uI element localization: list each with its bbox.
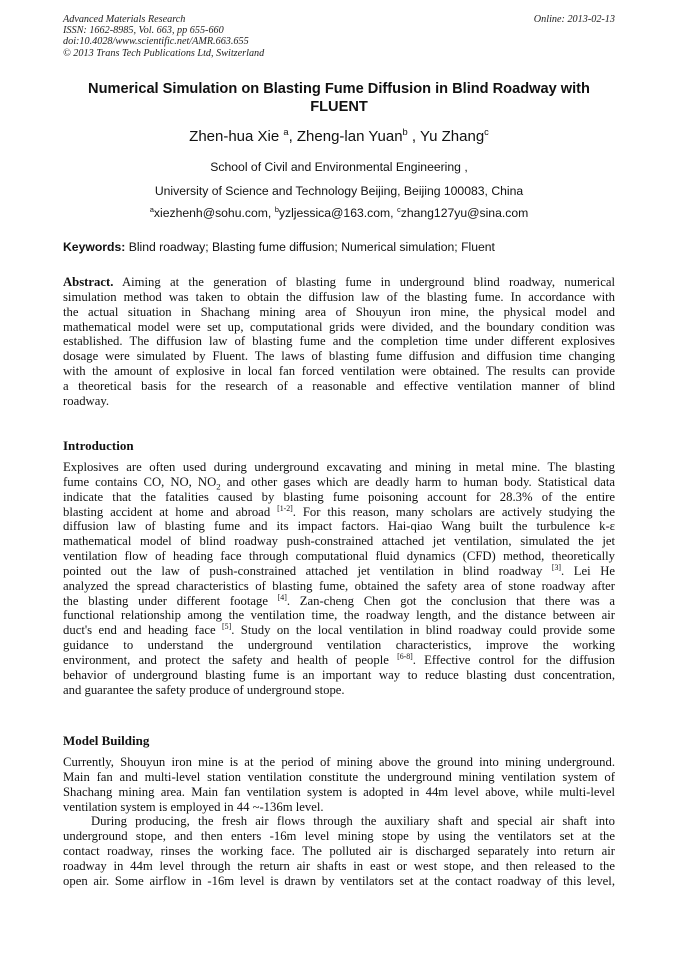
intro-line: pointed out the law of push-constrained attached jet ventilation in blind roadway [3]. Lei He [63, 562, 615, 578]
abstract-line: a theoretical basis for the research of a reasonable and effective ventilation manner of blind [63, 378, 615, 393]
abstract [63, 275, 615, 409]
abstract-line: dosage were simulated by Fluent. The laws of blasting fume diffusion and diffusion time changing [63, 349, 615, 364]
email-b-mark: b [274, 204, 279, 214]
intro-line: diffusion law of blasting fume and its impact factors. Hai-qiao Wang built the turbulence k-ε [63, 519, 615, 534]
paper-title [63, 81, 615, 116]
author-1-mark: a [283, 127, 289, 137]
email-c: zhang127yu@sina.com [400, 206, 529, 220]
intro-line: the blasting under different footage [4]. Zan-cheng Chen got the conclusion that there was a [63, 592, 616, 608]
title-line-1: Numerical Simulation on Blasting Fume Diffusion in Blind Roadway with [88, 81, 590, 97]
intro-line: Explosives are often used during underground excavating and mining in metal mine. The blasting [63, 460, 615, 474]
author-emails [63, 206, 615, 220]
model-line: Currently, Shouyun iron mine is at the period of mining above the ground into mining underground. [63, 755, 615, 769]
citation: [4] [277, 592, 287, 602]
intro-line: guidance to understand the underground ventilation characteristics, improve the working [63, 638, 615, 653]
affiliation-school: School of Civil and Environmental Engineering , [210, 160, 468, 174]
model-line: contact roadway, rinses the working face. The polluted air is discharged separately into return air [63, 844, 615, 859]
title-line-2: FLUENT [310, 98, 368, 115]
keywords [63, 240, 615, 254]
intro-line: duct's end and heading face [5]. Study on the local ventilation in blind roadway could provide some [63, 622, 615, 638]
author-2: , Zheng-lan Yuan [288, 128, 403, 145]
intro-line: mathematical model of blind roadway push-constrained attached jet ventilation, simulated the jet [63, 534, 615, 549]
author-1: Zhen-hua Xie [189, 128, 284, 145]
email-c-mark: c [396, 204, 401, 214]
citation: [6-8] [397, 651, 413, 661]
abstract-line: established. The diffusion law of blasting fume and the completion time under different explosives [63, 334, 615, 349]
issn: ISSN: 1662-8985, Vol. 663, pp 655-660 [63, 25, 224, 37]
abstract-line: the actual situation in Shachang mining area of Shouyun iron mine, the physical model and [63, 304, 615, 319]
model-line: roadway in 44m level through the return air shafts in east or west stope, and then released to the [63, 858, 615, 873]
model-line: open air. Some airflow in -16m level is drawn by ventilators set at the contact roadway of this level, [63, 873, 615, 888]
introduction-body [63, 460, 615, 698]
abstract-line: with the amount of explosive in local fan forced ventilation were obtained. The results can provide [63, 364, 615, 379]
model-line: underground stope, and then enters -16m level mining stope by using the ventilators set at the [63, 829, 615, 844]
journal-name: Advanced Materials Research [63, 14, 186, 25]
author-3: , Yu Zhang [407, 128, 485, 145]
affiliation-university: University of Science and Technology Beijing, Beijing 100083, China [154, 184, 524, 198]
author-3-mark: c [484, 127, 489, 137]
intro-line: functional relationship among the ventilation time, the roadway length, and the distance between air [63, 608, 615, 623]
online-date: Online: 2013-02-13 [533, 14, 615, 25]
intro-line: behavior of underground blasting fume is an important way to reduce blasting dust concentration, [63, 667, 615, 682]
model-line: Main fan and multi-level station ventilation constitute the underground mining ventilation system of [63, 769, 615, 784]
model-line: ventilation system is employed in 44 ~-136m level. [63, 799, 324, 814]
model-line: During producing, the fresh air flows through the auxiliary shaft and special air shaft into [91, 814, 615, 829]
intro-line: ventilation flow of heading face through computational fluid dynamics (CFD) method, theoretically [63, 549, 615, 564]
intro-line: and guarantee the safety produce of underground stope. [63, 682, 345, 697]
intro-line: indicate that the fatalities caused by blasting fume poisoning account for 28.3% of the entire [63, 489, 615, 504]
citation: [3] [551, 562, 562, 572]
publication-meta [63, 14, 615, 59]
author-2-mark: b [402, 127, 408, 137]
intro-line: analyzed the spread characteristics of blasting fume, obtained the safety area of stone roadway after [63, 578, 615, 593]
citation: [1-2] [277, 503, 293, 513]
abstract-line: simulation method was taken to obtain the diffusion law of the blasting fume. In accordance with [63, 289, 615, 304]
section-heading-introduction: Introduction [63, 438, 134, 453]
author-list [63, 128, 615, 145]
copyright: © 2013 Trans Tech Publications Ltd, Switzerland [63, 47, 265, 59]
email-a-mark: a [149, 204, 154, 214]
abstract-line: mathematical model were set up, computational grids were divided, and the boundary condition was [63, 319, 615, 334]
doi: doi:10.4028/www.scientific.net/AMR.663.655 [63, 36, 249, 48]
model-line: Shachang mining area. Main fan ventilation system is adopted in 44m level above, while multi-level [63, 784, 615, 799]
intro-line: fume contains CO, NO, $NO_2$ and other gases which are deadly harm to human body. Statistical data [63, 474, 615, 492]
keywords-text: Blind roadway; Blasting fume diffusion; Numerical simulation; Fluent [125, 240, 495, 254]
abstract-line: Abstract. Aiming at the generation of blasting fume in underground blind roadway, numerical [63, 275, 615, 289]
abstract-label: Abstract. [63, 275, 114, 289]
email-b: yzljessica@163.com, [278, 206, 397, 220]
email-a: xiezhenh@sohu.com, [153, 206, 275, 220]
intro-line: environment, and protect the safety and health of people [6-8]. Effective control for the diffusion [63, 651, 616, 667]
section-heading-model-building: Model Building [63, 733, 150, 748]
intro-line: blasting accident at home and abroad [1-2]. For this reason, many scholars are actively studying the [63, 503, 615, 519]
model-building-body [63, 755, 615, 889]
keywords-label: Keywords: [63, 240, 126, 254]
citation: [5] [222, 622, 232, 632]
abstract-line: roadway. [63, 393, 110, 408]
